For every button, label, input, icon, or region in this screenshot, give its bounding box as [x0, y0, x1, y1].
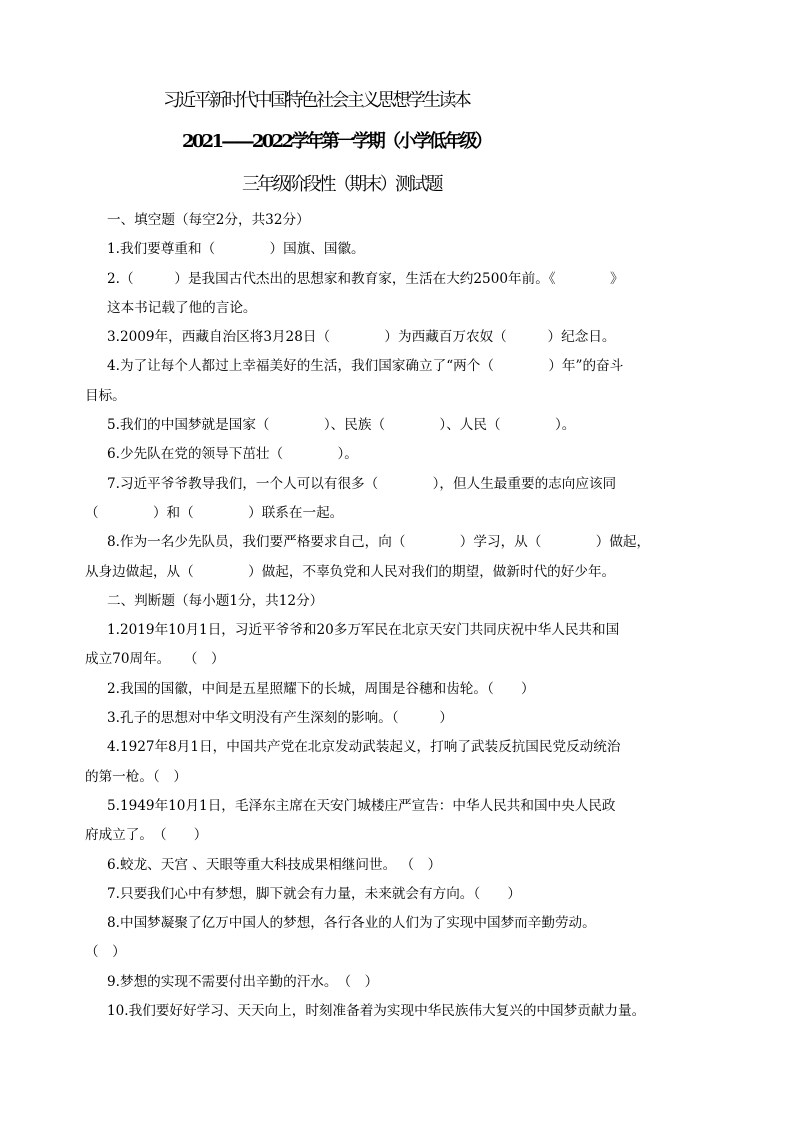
judge-1: 1.2019年10月1日，习近平爷爷和20多万军民在北京天安门共同庆祝中华人民共和国 [107, 622, 620, 639]
question-2-cont: 这本书记载了他的言论。 [107, 299, 257, 316]
judge-5-cont: 府成立了。 （ ） [85, 827, 208, 844]
question-8-cont: 从身边做起，从（ ）做起，不辜负党和人民对我们的期望，做新时代的好少年。 [85, 563, 616, 580]
judge-8: 8.中国梦凝聚了亿万中国人的梦想，各行各业的人们为了实现中国梦而辛勤劳动。 [107, 915, 596, 932]
judge-3: 3.孔子的思想对中华文明没有产生深刻的影响。（ ） [107, 710, 454, 727]
judge-7: 7.只要我们心中有梦想，脚下就会有力量，未来就会有方向。（ ） [107, 885, 521, 902]
question-1: 1.我们要尊重和（ ）国旗、国徽。 [107, 241, 365, 258]
judge-2: 2.我国的国徽，中间是五星照耀下的长城，周围是谷穗和齿轮。（ ） [107, 680, 535, 697]
book-title: 习近平新时代中国特色社会主义思想学生读本 [163, 90, 469, 111]
question-7-cont: （ ）和（ ）联系在一起。 [85, 504, 344, 521]
judge-5: 5.1949年10月1日，毛泽东主席在天安门城楼庄严宣告：中华人民共和国中央人民政 [107, 797, 616, 814]
question-2: 2.（ ）是我国古代杰出的思想家和教育家，生活在大约2500年前。《 》 [107, 270, 624, 287]
judge-6: 6.蛟龙、天宫 、天眼等重大科技成果相继问世。 （ ） [107, 856, 442, 873]
question-7: 7.习近平爷爷教导我们，一个人可以有很多（ ），但人生最重要的志向应该同 [107, 475, 617, 492]
question-4: 4.为了让每个人都过上幸福美好的生活，我们国家确立了“两个（ ）年”的奋斗 [107, 358, 624, 375]
section-heading-true-false: 二、判断题（每小题1分，共12分） [107, 592, 324, 609]
section-heading-fill-blank: 一、填空题（每空2分，共32分） [107, 212, 310, 228]
exam-title: 三年级阶段性（期末）测试题 [242, 174, 441, 195]
question-3: 3.2009年，西藏自治区将3月28日（ ）为西藏百万农奴（ ）纪念日。 [107, 329, 616, 346]
judge-1-cont: 成立70周年。 （ ） [85, 651, 225, 668]
question-4-cont: 目标。 [85, 387, 126, 404]
judge-9: 9.梦想的实现不需要付出辛勤的汗水。 （ ） [107, 973, 379, 990]
judge-8-cont: （ ） [85, 944, 126, 961]
exam-body [85, 206, 745, 1026]
school-term: 2021——2022学年第一学期（小学低年级） [182, 131, 491, 152]
question-8: 8.作为一名少先队员，我们要严格要求自己，向（ ）学习，从（ ）做起， [107, 534, 651, 551]
judge-4: 4.1927年8月1日，中国共产党在北京发动武装起义，打响了武装反抗国民党反动统治 [107, 739, 621, 756]
question-5: 5.我们的中国梦就是国家（ ）、民族（ ）、人民（ ）。 [107, 417, 576, 434]
judge-4-cont: 的第一枪。（ ） [85, 768, 187, 785]
question-6: 6.少先队在党的领导下茁壮（ ）。 [107, 446, 358, 463]
judge-10: 10.我们要好好学习、天天向上，时刻准备着为实现中华民族伟大复兴的中国梦贡献力量。 [107, 1003, 646, 1020]
